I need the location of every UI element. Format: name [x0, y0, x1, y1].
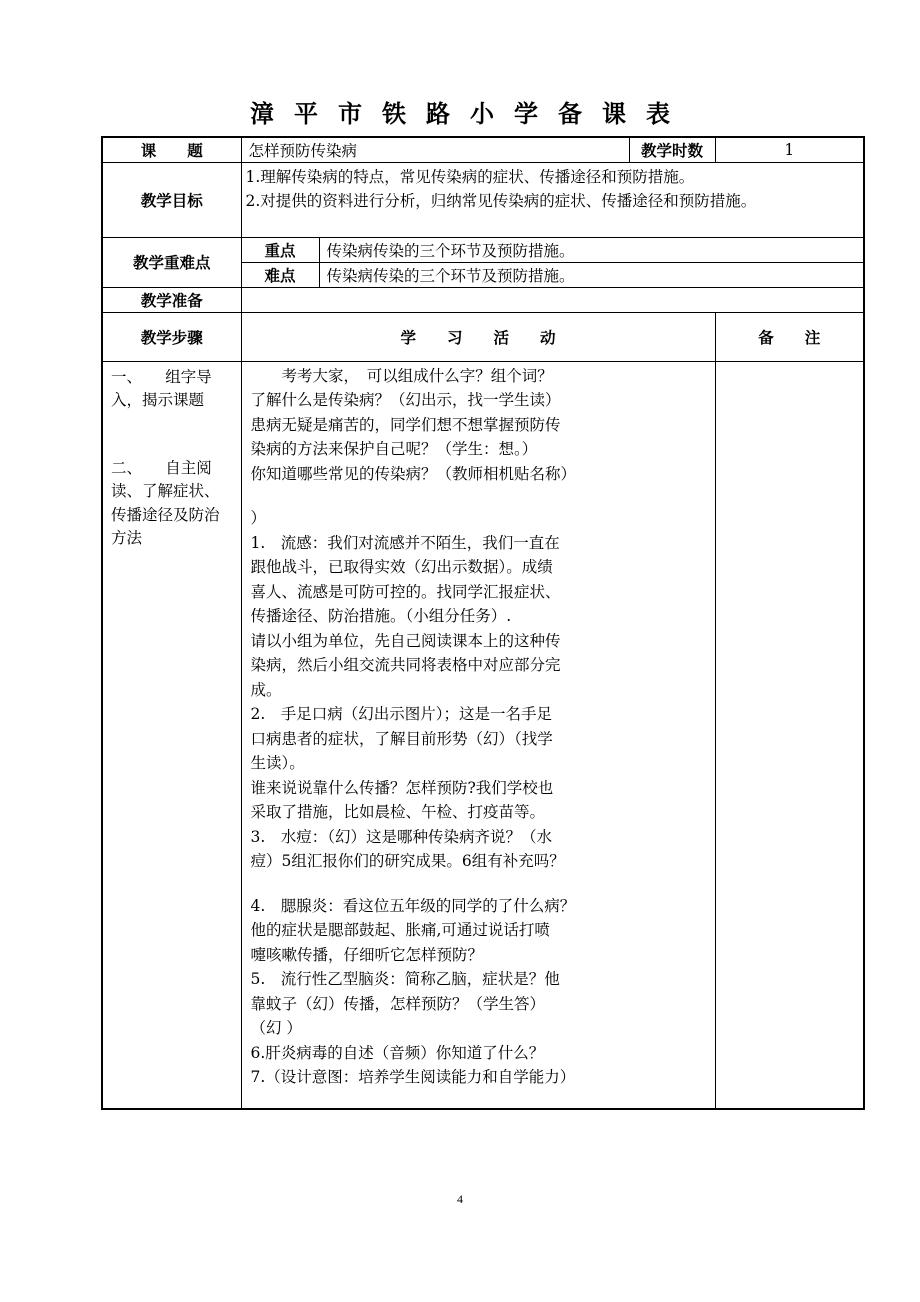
- content-row: [102, 361, 864, 1109]
- goals-row: [102, 162, 864, 237]
- activity-line: 染病，然后小组交流共同将表格中对应部分完: [250, 656, 561, 674]
- goal-item: 1.理解传染病的特点，常见传染病的症状、传播途径和预防措施。: [245, 167, 695, 186]
- difficulty-label: 难点: [241, 262, 319, 287]
- activity-line: 成。: [250, 680, 282, 699]
- key-points-label: 教学重难点: [102, 237, 241, 287]
- activity-line: 喜人、流感是可防可控的。找同学汇报症状、: [250, 582, 561, 601]
- activity-line: 请以小组为单位，先自己阅读课本上的这种传: [250, 631, 561, 650]
- goal-item: 2.对提供的资料进行分析，归纳常见传染病的症状、传播途径和预防措施。: [245, 191, 757, 210]
- notes-header: 备 注: [715, 312, 864, 361]
- activity-line: 靠蚊子（幻）传播，怎样预防？（学生答）: [250, 994, 546, 1013]
- preparation-row: [102, 287, 864, 312]
- topic-value: 怎样预防传染病: [241, 137, 629, 162]
- goals-label: 教学目标: [102, 162, 241, 237]
- step-item: 一、 组字导入，揭示课题: [111, 367, 212, 409]
- hours-label: 教学时数: [629, 137, 715, 162]
- activity-line: 谁来说说靠什么传播？怎样预防?我们学校也: [250, 778, 554, 797]
- activity-line: 1. 流感：我们对流感并不陌生，我们一直在: [250, 533, 560, 552]
- activity-line: 嚏咳嗽传播，仔细听它怎样预防？: [250, 945, 484, 964]
- spacer: [251, 486, 715, 506]
- steps-cell: [102, 361, 241, 1109]
- column-header-row: [102, 312, 864, 361]
- step-item: 二、 自主阅读、了解症状、传播途径及防治方法: [111, 458, 220, 547]
- focus-text: 传染病传染的三个环节及预防措施。: [319, 237, 864, 262]
- hours-value: 1: [715, 137, 864, 162]
- page-number: 4: [457, 1192, 463, 1206]
- activity-line: 7.（设计意图：培养学生阅读能力和自学能力）: [250, 1068, 576, 1086]
- activity-line: 痘）5组汇报你们的研究成果。6组有补充吗？: [250, 852, 565, 870]
- activity-line: 口病患者的症状，了解目前形势（幻）（找学: [250, 729, 553, 748]
- activities-header: 学 习 活 动: [241, 312, 715, 361]
- page-title: 漳平市铁路小学备课表: [250, 100, 690, 128]
- steps-header: 教学步骤: [102, 312, 241, 361]
- activity-line: 染病的方法来保护自己呢？（学生：想。）: [250, 440, 538, 458]
- topic-label: 课 题: [102, 137, 241, 162]
- lesson-plan-table: [101, 136, 865, 1110]
- activity-line: 6.肝炎病毒的自述（音频）你知道了什么？: [250, 1043, 545, 1062]
- preparation-value: [241, 287, 864, 312]
- goals-content: [241, 162, 864, 237]
- activity-line: 你知道哪些常见的传染病？（教师相机贴名称）: [250, 464, 577, 483]
- notes-cell: [715, 361, 864, 1109]
- activity-line: 5. 流行性乙型脑炎：简称乙脑，症状是？他: [250, 970, 560, 988]
- activity-line: （幻 ）: [250, 1019, 302, 1037]
- focus-row: [102, 237, 864, 262]
- activity-line: 跟他战斗，已取得实效（幻出示数据）。成绩: [250, 558, 553, 576]
- activity-line: 传播途径、防治措施。（小组分任务）.: [250, 607, 512, 625]
- activity-line: 3. 水痘：（幻）这是哪种传染病齐说？（水: [250, 827, 553, 846]
- spacer: [251, 874, 715, 894]
- activity-line: 考考大家， 可以组成什么字？组个词？: [250, 366, 553, 385]
- activity-line: 采取了措施，比如晨检、午检、打疫苗等。: [250, 803, 546, 821]
- activity-line: 他的症状是腮部鼓起、胀痛,可通过说话打喷: [250, 921, 550, 939]
- activity-line: 生读）。: [250, 754, 305, 772]
- focus-label: 重点: [241, 237, 319, 262]
- activity-line: 2. 手足口病（幻出示图片）；这是一名手足: [250, 705, 553, 723]
- difficulty-text: 传染病传染的三个环节及预防措施。: [319, 262, 864, 287]
- activity-line: 患病无疑是痛苦的，同学们想不想掌握预防传: [250, 415, 561, 434]
- activity-line: 4. 腮腺炎：看这位五年级的同学的了什么病？: [250, 896, 576, 915]
- topic-row: [102, 137, 864, 162]
- activities-cell: [241, 361, 715, 1109]
- activity-line: ）: [250, 509, 267, 527]
- activity-line: 了解什么是传染病？（幻出示，找一学生读）: [250, 391, 561, 409]
- preparation-label: 教学准备: [102, 287, 241, 312]
